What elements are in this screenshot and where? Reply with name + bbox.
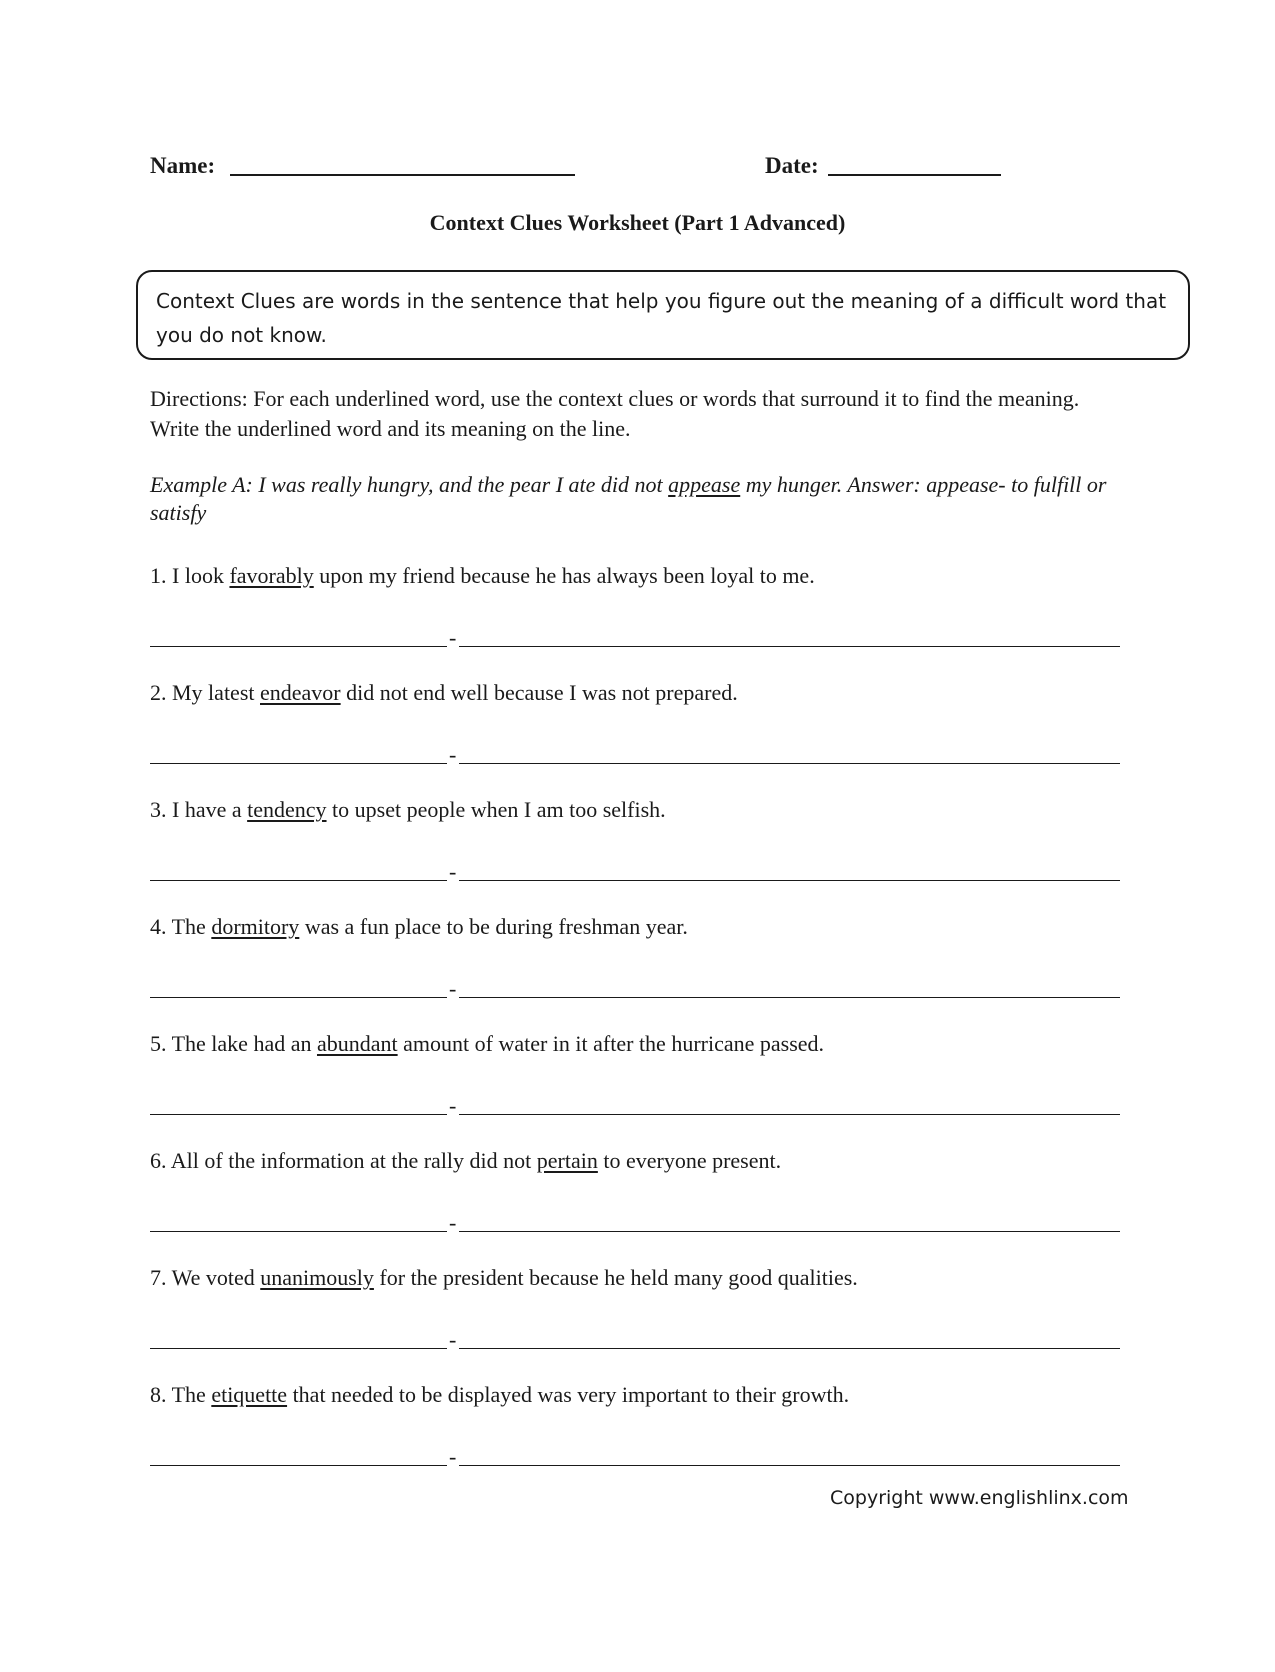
answer-word-line[interactable] <box>150 1348 447 1349</box>
worksheet-title: Context Clues Worksheet (Part 1 Advanced) <box>429 210 846 235</box>
answer-word-line[interactable] <box>150 763 447 764</box>
question-text-after: amount of water in it after the hurricane passed. <box>397 1031 825 1056</box>
answer-meaning-line[interactable] <box>459 1114 1120 1115</box>
question-underlined-word: endeavor <box>260 680 341 705</box>
question-7 <box>150 1263 1150 1293</box>
answer-separator: - <box>449 1327 457 1352</box>
answer-word-line[interactable] <box>150 646 447 647</box>
directions-text: Directions: For each underlined word, use the context clues or words that surround it to find the meaning. Write the underlined word and its meaning on the line. <box>150 386 1080 441</box>
answer-meaning-line[interactable] <box>459 1348 1120 1349</box>
question-text-before: 1. I look <box>150 563 230 588</box>
answer-word-line[interactable] <box>150 1465 447 1466</box>
answer-line-1[interactable] <box>150 623 1120 650</box>
question-text-before: 7. We voted <box>150 1265 261 1290</box>
question-text-after: did not end well because I was not prepared. <box>340 680 738 705</box>
answer-meaning-line[interactable] <box>459 646 1120 647</box>
question-2 <box>150 678 1150 708</box>
answer-separator: - <box>449 1444 457 1469</box>
name-field-line[interactable] <box>230 174 575 176</box>
answer-separator: - <box>449 976 457 1001</box>
question-text-before: 6. All of the information at the rally did not <box>150 1148 537 1173</box>
answer-meaning-line[interactable] <box>459 997 1120 998</box>
definition-box: Context Clues are words in the sentence that help you figure out the meaning of a difficult word that you do not know. <box>136 270 1190 360</box>
answer-meaning-line[interactable] <box>459 1465 1120 1466</box>
question-5 <box>150 1029 1150 1059</box>
question-text-after: was a fun place to be during freshman year. <box>299 914 688 939</box>
question-text-after: that needed to be displayed was very important to their growth. <box>287 1382 850 1407</box>
answer-line-3[interactable] <box>150 857 1120 884</box>
example-sentence <box>150 471 1130 527</box>
answer-meaning-line[interactable] <box>459 763 1120 764</box>
date-field-line[interactable] <box>828 174 1001 176</box>
question-text-after: for the president because he held many good qualities. <box>373 1265 858 1290</box>
answer-separator: - <box>449 625 457 650</box>
answer-line-8[interactable] <box>150 1442 1120 1469</box>
date-label: Date: <box>765 153 819 178</box>
question-6 <box>150 1146 1150 1176</box>
answer-meaning-line[interactable] <box>459 880 1120 881</box>
question-text-before: 8. The <box>150 1382 212 1407</box>
answer-word-line[interactable] <box>150 1114 447 1115</box>
question-8 <box>150 1380 1150 1410</box>
answer-line-7[interactable] <box>150 1325 1120 1352</box>
question-text-after: to upset people when I am too selfish. <box>326 797 666 822</box>
answer-meaning-line[interactable] <box>459 1231 1120 1232</box>
question-underlined-word: abundant <box>316 1031 398 1056</box>
example-after: my hunger. Answer: appease- to fulfill or satisfy <box>150 472 1107 525</box>
question-text-after: to everyone present. <box>597 1148 782 1173</box>
question-text-before: 3. I have a <box>150 797 248 822</box>
answer-line-6[interactable] <box>150 1208 1120 1235</box>
question-underlined-word: etiquette <box>211 1382 288 1407</box>
answer-separator: - <box>449 742 457 767</box>
question-underlined-word: tendency <box>247 797 327 822</box>
question-underlined-word: unanimously <box>260 1265 374 1290</box>
question-text-before: 4. The <box>150 914 212 939</box>
answer-line-4[interactable] <box>150 974 1120 1001</box>
answer-word-line[interactable] <box>150 1231 447 1232</box>
copyright-notice: Copyright www.englishlinx.com <box>830 1487 1129 1509</box>
header-row <box>150 150 1010 186</box>
answer-word-line[interactable] <box>150 997 447 998</box>
answer-line-5[interactable] <box>150 1091 1120 1118</box>
question-4 <box>150 912 1150 942</box>
answer-line-2[interactable] <box>150 740 1120 767</box>
answer-separator: - <box>449 1093 457 1118</box>
question-underlined-word: favorably <box>229 563 314 588</box>
question-underlined-word: pertain <box>536 1148 598 1173</box>
example-before: Example A: I was really hungry, and the pear I ate did not <box>150 472 669 497</box>
question-text-before: 5. The lake had an <box>150 1031 317 1056</box>
example-underlined-word: appease <box>668 472 741 497</box>
answer-separator: - <box>449 859 457 884</box>
question-1 <box>150 561 1150 591</box>
answer-word-line[interactable] <box>150 880 447 881</box>
question-text-after: upon my friend because he has always been loyal to me. <box>313 563 815 588</box>
question-3 <box>150 795 1150 825</box>
question-text-before: 2. My latest <box>150 680 260 705</box>
question-underlined-word: dormitory <box>211 914 300 939</box>
name-label: Name: <box>150 153 216 178</box>
answer-separator: - <box>449 1210 457 1235</box>
